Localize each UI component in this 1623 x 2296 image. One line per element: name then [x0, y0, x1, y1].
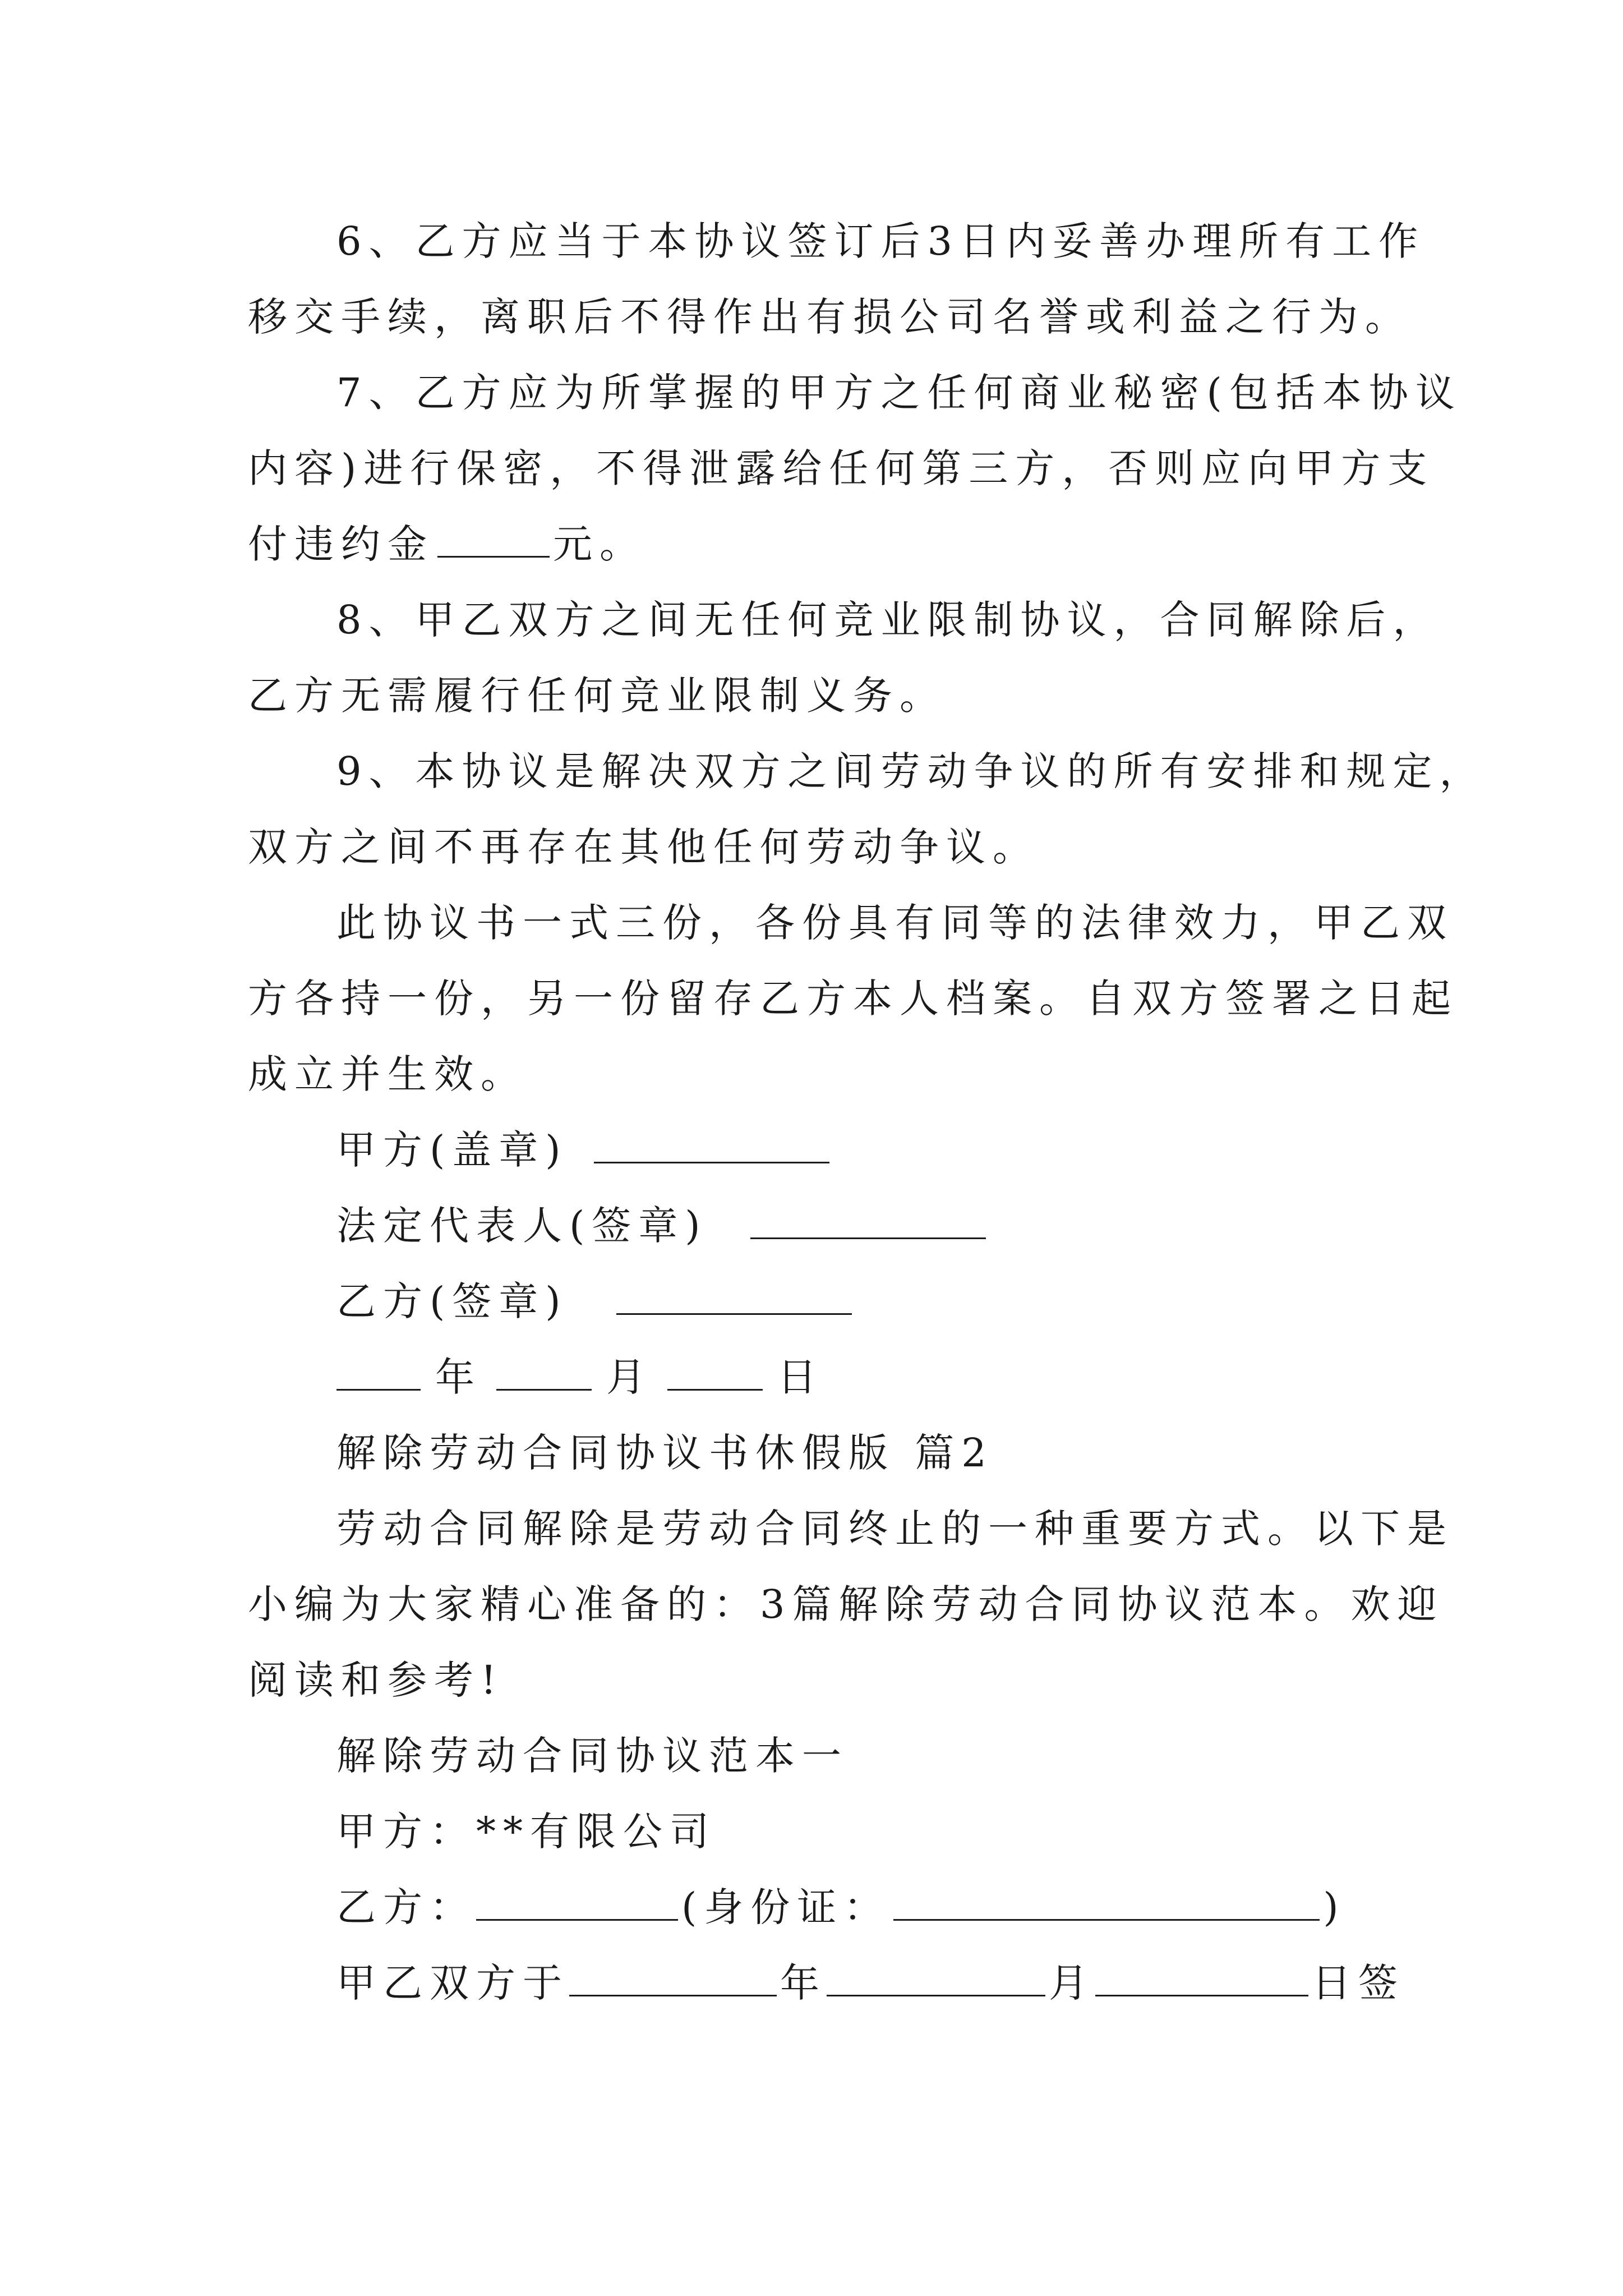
sample-title: 解除劳动合同协议范本一 — [336, 1733, 849, 1779]
day-blank[interactable] — [667, 1354, 763, 1391]
sample-month-blank[interactable] — [827, 1960, 1045, 1996]
section2-intro-line1: 劳动合同解除是劳动合同终止的一种重要方式。以下是 — [336, 1506, 1454, 1552]
section2-intro-line2: 小编为大家精心准备的：3篇解除劳动合同协议范本。欢迎 — [248, 1581, 1444, 1627]
p6-line1: 6、乙方应当于本协议签订后3日内妥善办理所有工作 — [336, 218, 1426, 264]
closing-line2: 方各持一份，另一份留存乙方本人档案。自双方签署之日起 — [248, 976, 1458, 1022]
p6-line2: 移交手续，离职后不得作出有损公司名誉或利益之行为。 — [248, 294, 1412, 340]
p9-line1: 9、本协议是解决双方之间劳动争议的所有安排和规定， — [336, 748, 1486, 794]
p7-line2: 内容)进行保密，不得泄露给任何第三方，否则应向甲方支 — [248, 445, 1435, 491]
p7-line3 — [248, 519, 646, 569]
party-a-seal-row — [336, 1125, 833, 1175]
sample-party-b-label: 乙方： — [336, 1884, 476, 1930]
sample-day-blank[interactable] — [1095, 1960, 1308, 1996]
p7-line1: 7、乙方应为所掌握的甲方之任何商业秘密(包括本协议 — [336, 370, 1462, 416]
sample-party-b-row — [336, 1882, 1346, 1932]
sample-sign-label: 甲乙双方于 — [336, 1960, 569, 2006]
sample-sign-row — [336, 1958, 1405, 2008]
party-b-sign-label: 乙方(签章) — [336, 1278, 568, 1324]
party-b-sign-blank[interactable] — [616, 1278, 852, 1315]
party-b-name-blank[interactable] — [476, 1884, 678, 1921]
penalty-label: 付违约金 — [248, 521, 434, 567]
penalty-amount-blank[interactable] — [437, 521, 550, 558]
party-b-sign-row — [336, 1276, 855, 1327]
party-a-seal-blank[interactable] — [594, 1127, 829, 1163]
p8-line2: 乙方无需履行任何竞业限制义务。 — [248, 673, 946, 719]
sample-day-label: 日签 — [1312, 1960, 1405, 2006]
sample-month-label: 月 — [1049, 1960, 1095, 2006]
closing-line1: 此协议书一式三份，各份具有同等的法律效力，甲乙双 — [336, 900, 1454, 946]
id-card-label: (身份证： — [681, 1884, 891, 1930]
id-card-blank[interactable] — [893, 1884, 1320, 1921]
section2-title: 解除劳动合同协议书休假版 篇2 — [336, 1430, 994, 1476]
sample-party-a: 甲方：**有限公司 — [336, 1809, 716, 1855]
legal-rep-row — [336, 1200, 989, 1251]
p8-line1: 8、甲乙双方之间无任何竞业限制协议，合同解除后， — [336, 597, 1440, 643]
day-label: 日 — [777, 1354, 824, 1400]
year-label: 年 — [435, 1354, 482, 1400]
sample-year-blank[interactable] — [569, 1960, 777, 1996]
penalty-unit: 元。 — [553, 521, 646, 567]
sample-year-label: 年 — [780, 1960, 827, 2006]
section2-intro-line3: 阅读和参考! — [248, 1657, 504, 1703]
legal-rep-label: 法定代表人(签章) — [336, 1203, 708, 1249]
id-card-close: ) — [1323, 1884, 1346, 1930]
year-blank[interactable] — [336, 1354, 421, 1391]
date-row — [336, 1352, 824, 1402]
month-blank[interactable] — [496, 1354, 592, 1391]
legal-rep-blank[interactable] — [750, 1203, 986, 1239]
party-a-seal-label: 甲方(盖章) — [336, 1127, 568, 1173]
closing-line3: 成立并生效。 — [248, 1051, 527, 1097]
p9-line2: 双方之间不再存在其他任何劳动争议。 — [248, 824, 1039, 870]
month-label: 月 — [606, 1354, 653, 1400]
